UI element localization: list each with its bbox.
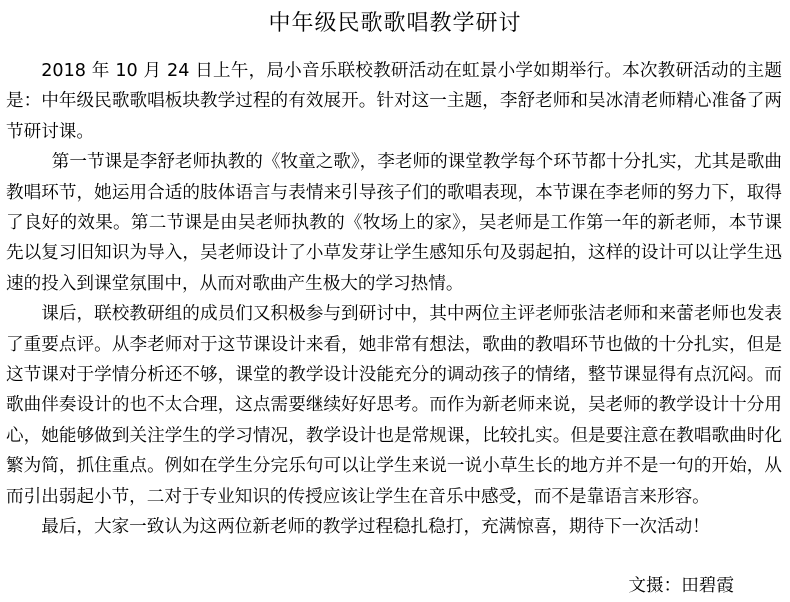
paragraph-conclusion: 最后，大家一致认为这两位新老师的教学过程稳扎稳打，充满惊喜，期待下一次活动！ [41, 517, 710, 538]
paragraph-intro: 2018 年 10 月 24 日上午，局小音乐联校教研活动在虹景小学如期举行。本次教研活动的主题是：中年级民歌歌唱板块教学过程的有效展开。针对这一主题，李舒老师和吴冰清老师精心准备了两节研讨课。 [6, 61, 782, 142]
author-signature: 文摄：田碧霞 [628, 576, 734, 596]
document-body [6, 56, 782, 543]
paragraph-review: 课后，联校教研组的成员们又积极参与到研讨中，其中两位主评老师张洁老师和来蕾老师也发表了重要点评。从李老师对于这节课设计来看，她非常有想法，歌曲的教唱环节也做的十分扎实，但是这节课对于学情分析还不够，课堂的教学设计没能充分的调动孩子的情绪，整节课显得有点沉闷。而歌曲伴奏设计的也不太合理，这点需要继续好好思考。而作为新老师来说，吴老师的教学设计十分用心，她能够做到关注学生的学习情况，教学设计也是常规课，比较扎实。但是要注意在教唱歌曲时化繁为简，抓住重点。例如在学生分完乐句可以让学生来说一说小草生长的地方并不是一句的开始，从而引出弱起小节，二对于专业知识的传授应该让学生在音乐中感受，而不是靠语言来形容。 [6, 304, 782, 507]
document-title: 中年级民歌歌唱教学研讨 [268, 11, 522, 36]
paragraph-lessons: 第一节课是李舒老师执教的《牧童之歌》，李老师的课堂教学每个环节都十分扎实，尤其是歌曲教唱环节，她运用合适的肢体语言与表情来引导孩子们的歌唱表现，本节课在李老师的努力下，取得了良好的效果。第二节课是由吴老师执教的《牧场上的家》，吴老师是工作第一年的新老师，本节课先以复习旧知识为导入，吴老师设计了小草发芽让学生感知乐句及弱起拍，这样的设计可以让学生迅速的投入到课堂氛围中，从而对歌曲产生极大的学习热情。 [6, 152, 782, 294]
